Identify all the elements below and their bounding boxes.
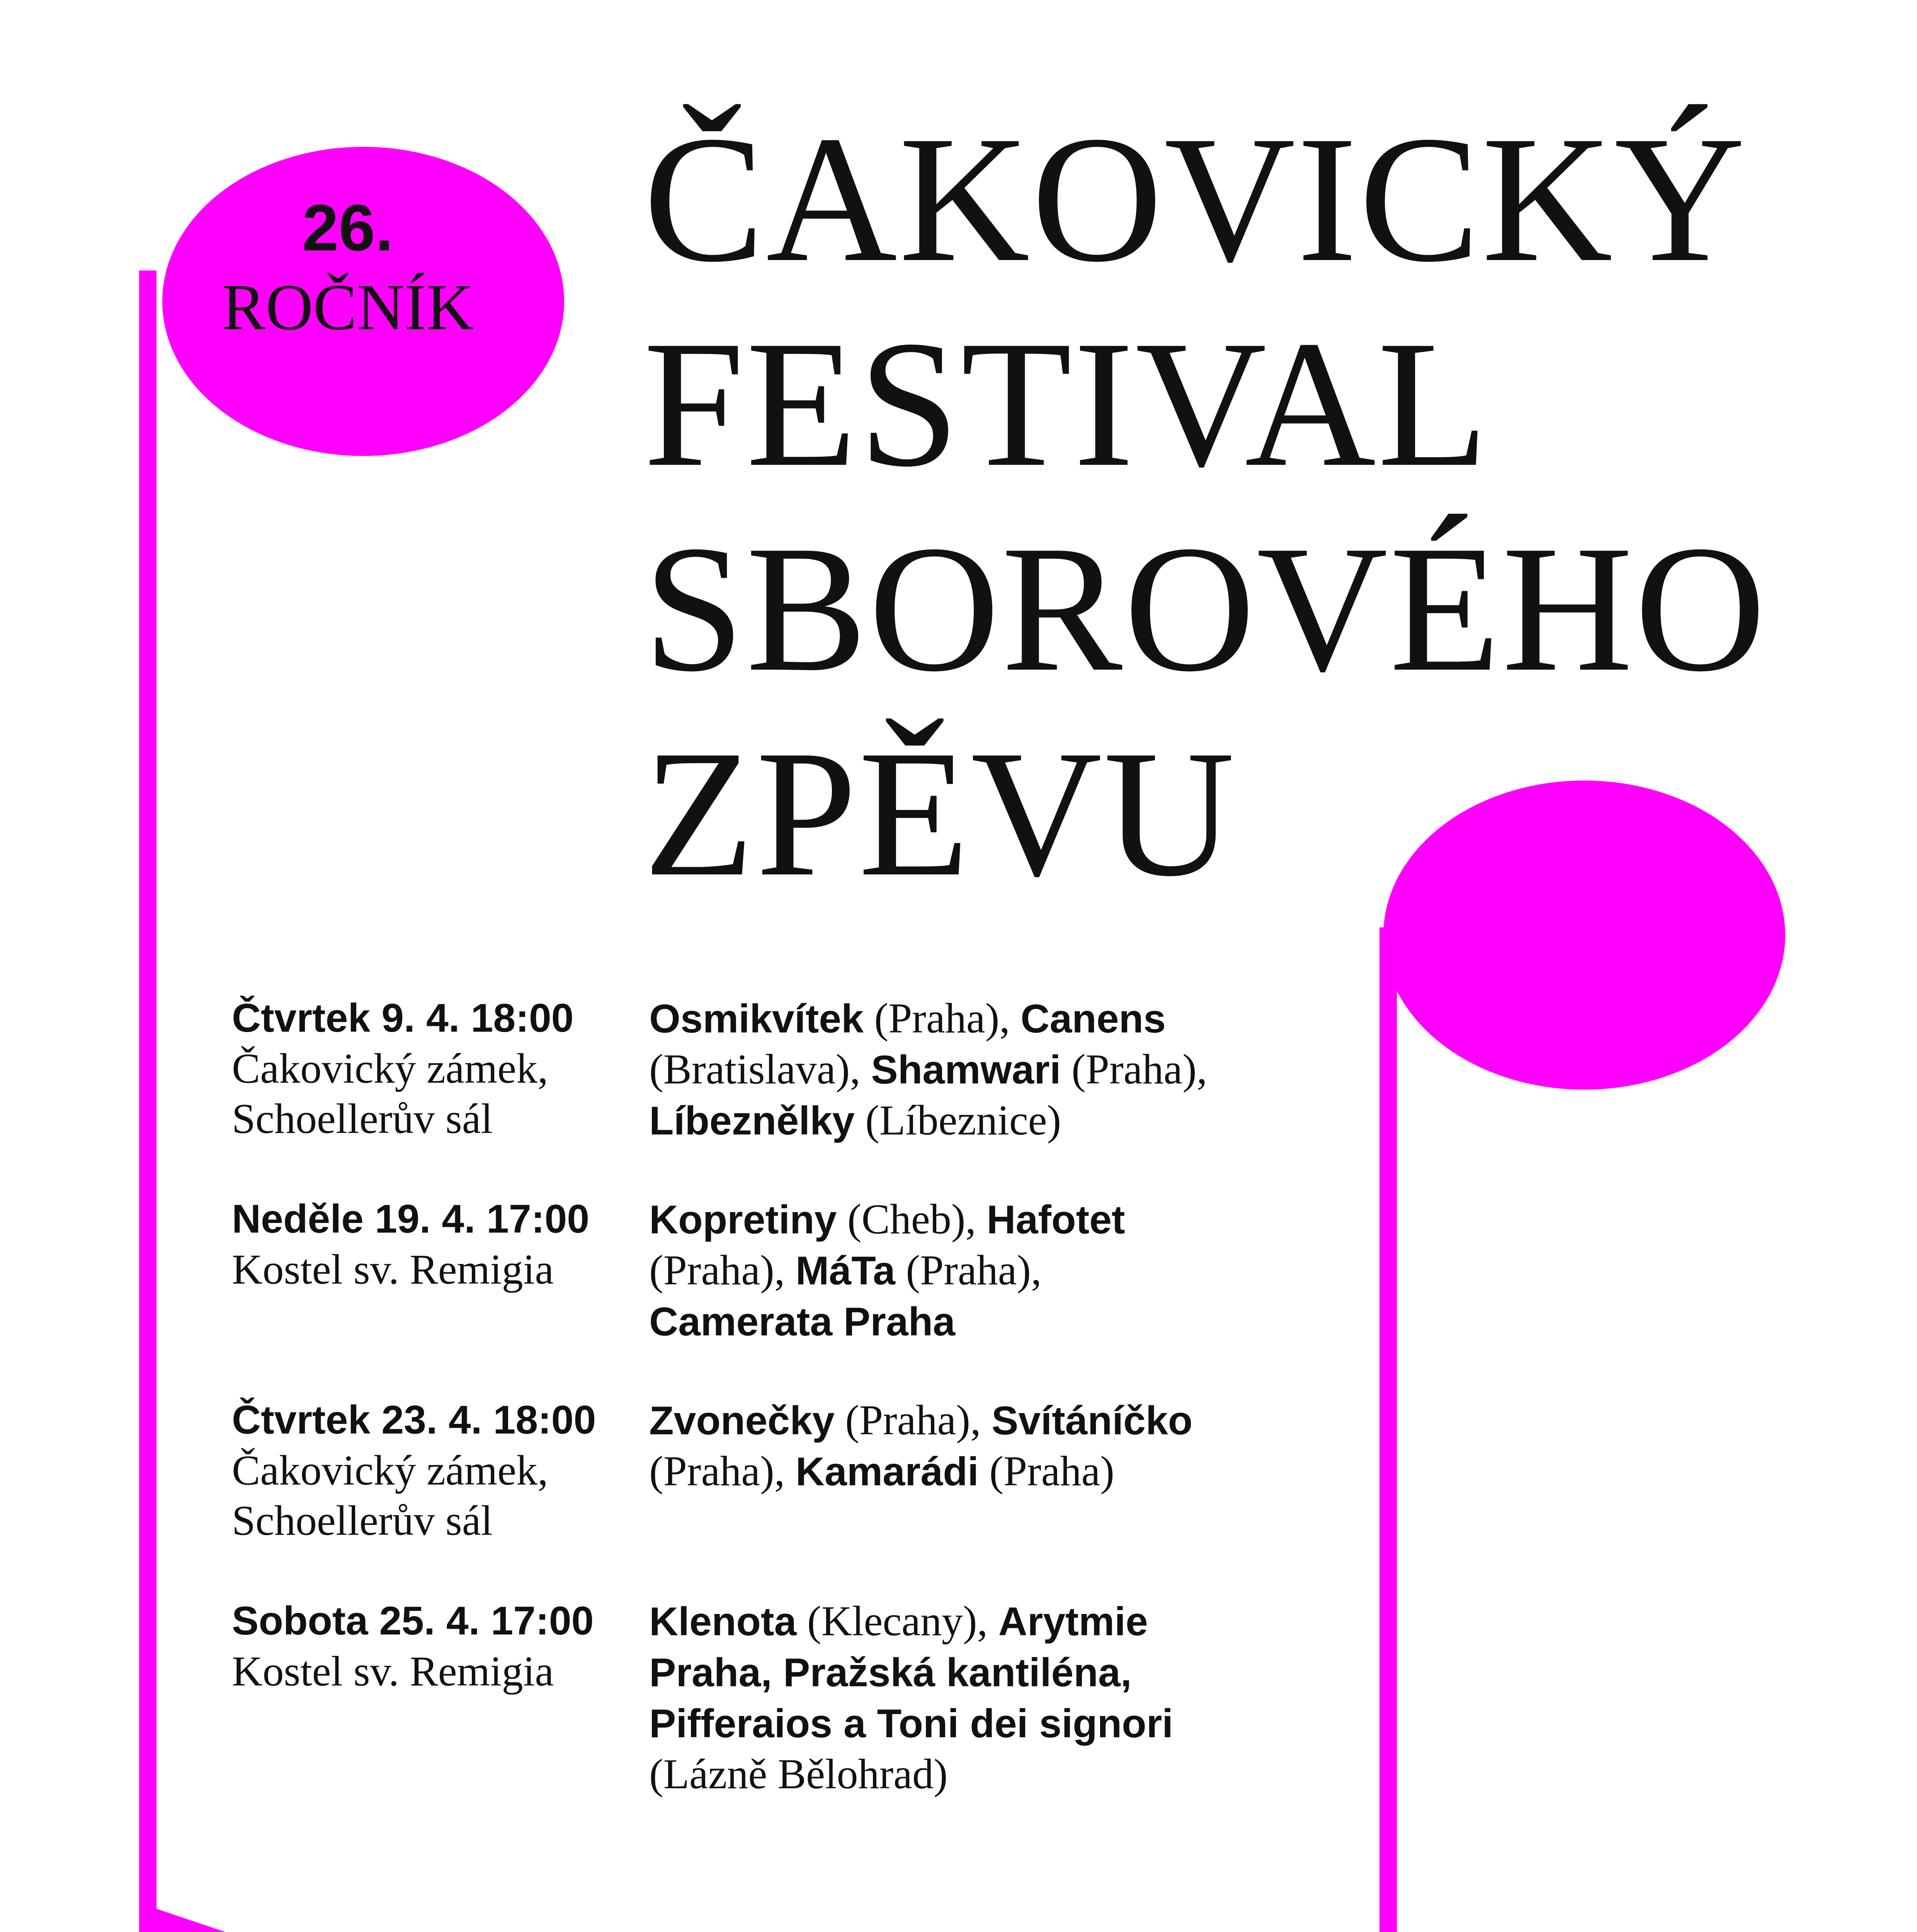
edition-number: 26. [302, 191, 394, 265]
choir-name: Klenota [649, 1599, 797, 1644]
choir-origin: (Praha), [1061, 1046, 1208, 1093]
event-when [232, 993, 638, 1144]
event-performers [649, 1395, 1287, 1497]
choir-name: Líbeznělky [649, 1099, 855, 1143]
performer-line [649, 1446, 1287, 1497]
performer-line [649, 1749, 1287, 1799]
left-note-stem [139, 270, 156, 1932]
choir-name: Hafotet [987, 1197, 1125, 1242]
choir-origin: (Praha), [649, 1247, 796, 1294]
choir-origin: (Praha), [895, 1247, 1042, 1294]
choir-name: Kamarádi [795, 1449, 979, 1494]
event-venue: Kostel sv. Remigia [232, 1246, 554, 1293]
event-venue: Schoellerův sál [232, 1497, 493, 1544]
event-venue: Kostel sv. Remigia [232, 1648, 554, 1695]
right-note-stem [1379, 927, 1397, 1932]
choir-name: Arytmie [998, 1599, 1148, 1644]
choir-origin: (Lázně Bělohrad) [649, 1750, 948, 1798]
choir-origin: (Cheb), [837, 1196, 987, 1243]
choir-origin: (Praha), [864, 995, 1021, 1042]
event-venue: Čakovický zámek, [232, 1045, 548, 1092]
choir-name: Camerata Praha [649, 1299, 955, 1344]
performer-line [649, 1596, 1287, 1647]
title-line-4: ZPĚVU [643, 713, 1237, 914]
choir-name: Praha, Pražská kantiléna, [649, 1650, 1132, 1695]
performer-line [649, 1044, 1287, 1095]
festival-title [643, 97, 1767, 916]
choir-origin: (Praha), [834, 1396, 992, 1444]
edition-badge [155, 189, 541, 348]
event-performers [649, 1194, 1287, 1347]
performer-line [649, 993, 1287, 1044]
choir-origin: (Líbeznice) [854, 1097, 1061, 1144]
event-date: Neděle 19. 4. 17:00 [232, 1197, 590, 1242]
choir-name: Osmikvítek [649, 997, 864, 1041]
title-line-3: SBOROVÉHO [643, 508, 1767, 709]
choir-name: Svítáníčko [992, 1398, 1193, 1443]
event-performers [649, 993, 1287, 1146]
choir-origin: (Praha), [649, 1447, 796, 1495]
event-performers [649, 1596, 1287, 1799]
choir-name: Pifferaios a Toni dei signori [649, 1701, 1174, 1746]
performer-line [649, 1095, 1287, 1146]
concert-event [232, 1596, 1314, 1797]
edition-label: ROČNÍK [222, 271, 474, 344]
concert-event [232, 993, 1314, 1194]
event-when [232, 1194, 638, 1294]
choir-name: Shamwari [871, 1048, 1061, 1092]
event-date: Sobota 25. 4. 17:00 [232, 1599, 594, 1643]
choir-name: Zvonečky [649, 1398, 835, 1443]
note-beam [156, 1909, 1397, 1932]
choir-name: Canens [1021, 997, 1166, 1041]
performer-line [649, 1245, 1287, 1296]
title-line-1: ČAKOVICKÝ [643, 98, 1747, 299]
choir-origin: (Klecany), [796, 1597, 998, 1645]
concert-schedule [232, 993, 1314, 1797]
event-venue: Čakovický zámek, [232, 1447, 548, 1494]
choir-origin: (Bratislava), [649, 1046, 871, 1093]
event-when [232, 1596, 638, 1696]
event-date: Čtvrtek 23. 4. 18:00 [232, 1398, 596, 1442]
performer-line [649, 1395, 1287, 1446]
event-when [232, 1395, 638, 1546]
choir-origin: (Praha) [978, 1447, 1114, 1495]
performer-line [649, 1296, 1287, 1347]
choir-name: MáTa [795, 1248, 895, 1293]
title-line-2: FESTIVAL [643, 303, 1490, 504]
choir-name: Kopretiny [649, 1197, 837, 1242]
concert-event [232, 1194, 1314, 1395]
event-venue: Schoellerův sál [232, 1095, 493, 1142]
performer-line [649, 1698, 1287, 1749]
concert-event [232, 1395, 1314, 1596]
performer-line [649, 1194, 1287, 1245]
event-date: Čtvrtek 9. 4. 18:00 [232, 996, 574, 1041]
performer-line [649, 1647, 1287, 1698]
